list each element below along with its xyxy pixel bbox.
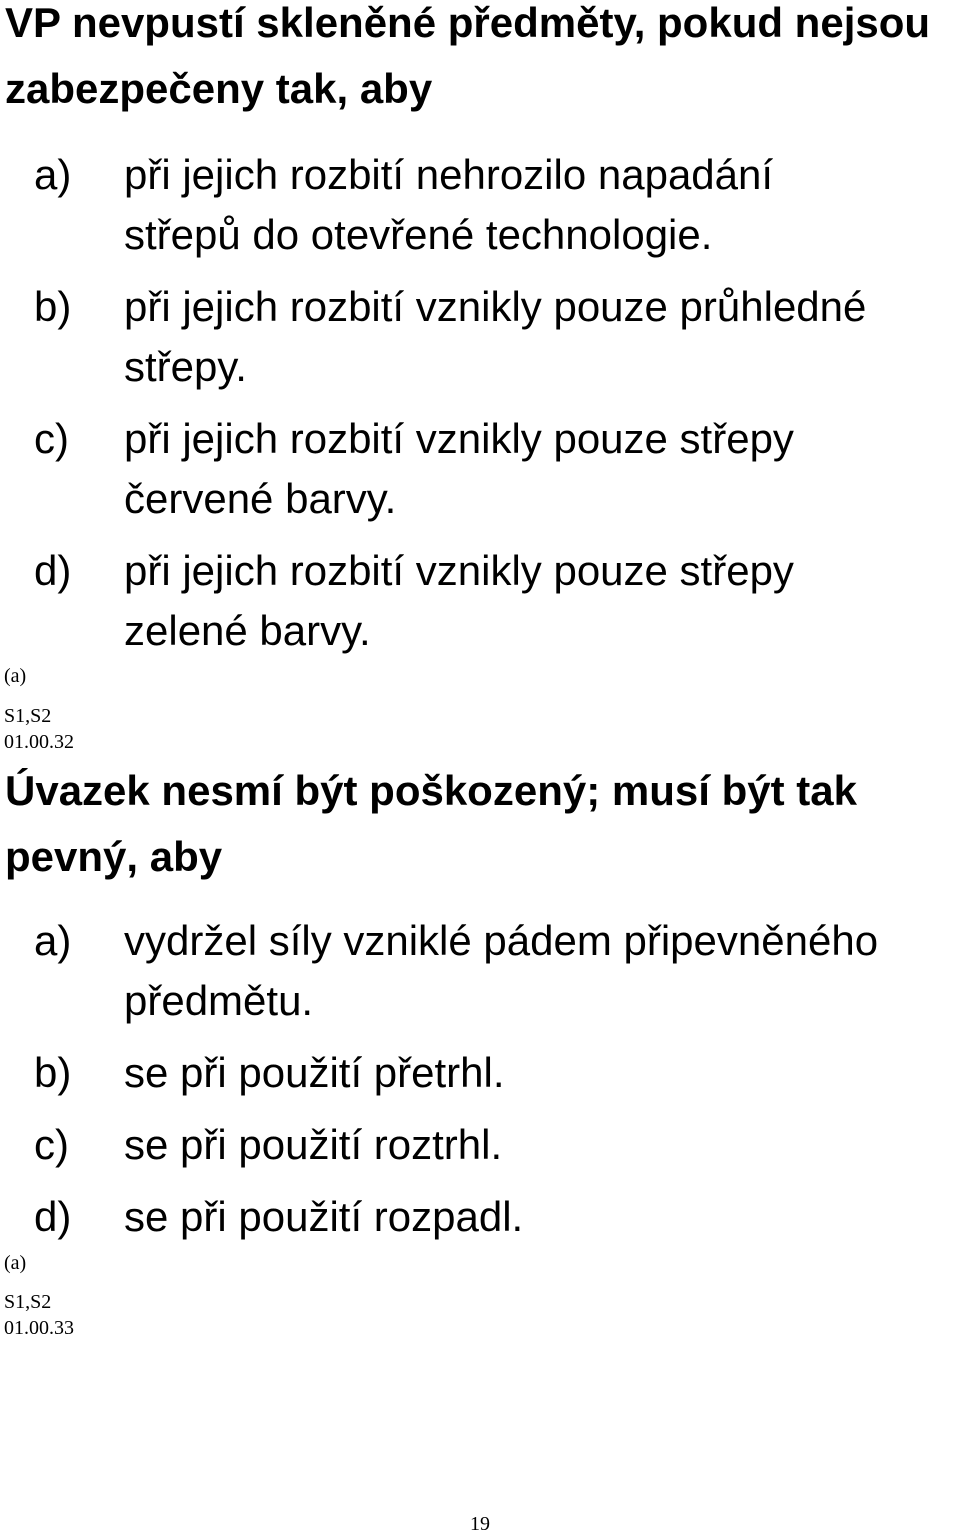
option-text: vydržel síly vzniklé pádem připevněného předmětu.	[124, 917, 879, 1024]
answer-option-d	[0, 1187, 960, 1247]
option-letter: a)	[34, 917, 72, 964]
option-letter: c)	[34, 415, 69, 462]
question-title: Úvazek nesmí být poškozený; musí být tak pevný, aby	[5, 767, 857, 880]
option-text: se při použití přetrhl.	[124, 1049, 505, 1096]
answer-option-b	[0, 1043, 960, 1103]
page-number: 19	[470, 1513, 490, 1535]
option-letter: d)	[34, 1193, 72, 1240]
sections-label: S1,S2	[4, 1291, 52, 1313]
option-text: se při použití roztrhl.	[124, 1121, 503, 1168]
question-code: 01.00.32	[4, 731, 74, 753]
option-letter: c)	[34, 1121, 69, 1168]
option-text: při jejich rozbití nehrozilo napadání střepů do otevřené technologie.	[124, 151, 774, 258]
option-letter: a)	[34, 151, 72, 198]
option-text: při jejich rozbití vznikly pouze střepy zelené barvy.	[124, 547, 794, 654]
answer-option-b	[0, 277, 960, 397]
option-letter: b)	[34, 283, 72, 330]
answer-option-a	[0, 911, 960, 1031]
question-code: 01.00.33	[4, 1317, 74, 1339]
answer-option-c	[0, 409, 960, 529]
option-letter: b)	[34, 1049, 72, 1096]
answer-option-a	[0, 145, 960, 265]
answer-options	[0, 145, 960, 673]
answer-option-c	[0, 1115, 960, 1175]
correct-answer: (a)	[4, 665, 27, 687]
option-text: se při použití rozpadl.	[124, 1193, 524, 1240]
option-text: při jejich rozbití vznikly pouze průhledné střepy.	[124, 283, 867, 390]
answer-options	[0, 911, 960, 1259]
option-text: při jejich rozbití vznikly pouze střepy červené barvy.	[124, 415, 794, 522]
sections-label: S1,S2	[4, 705, 52, 727]
question-title: VP nevpustí skleněné předměty, pokud nejsou zabezpečeny tak, aby	[5, 0, 931, 112]
correct-answer: (a)	[4, 1252, 27, 1274]
answer-option-d	[0, 541, 960, 661]
option-letter: d)	[34, 547, 72, 594]
